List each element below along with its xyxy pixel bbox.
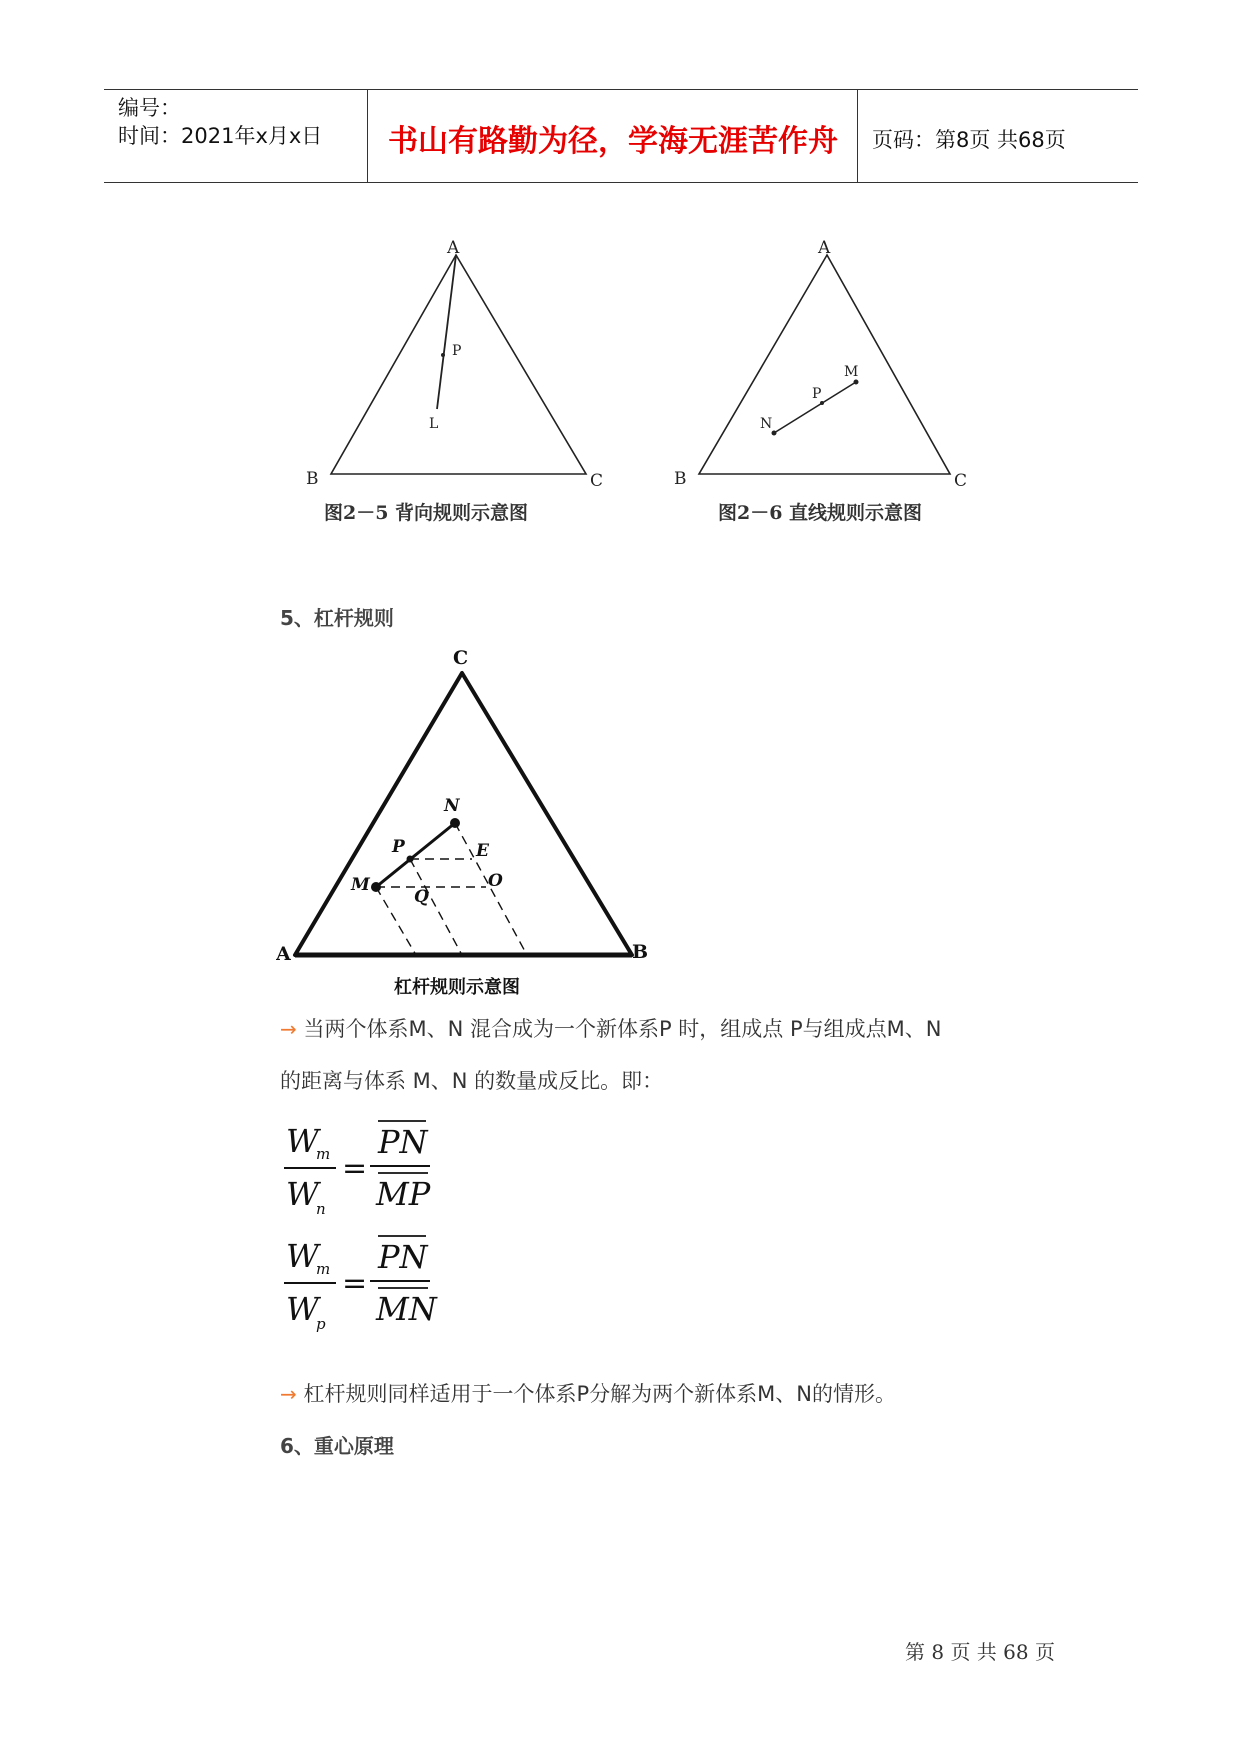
formula-2-rhs-denominator: MN	[376, 1290, 437, 1328]
vertex-c-label: C	[954, 471, 968, 491]
vertex-c-label: C	[590, 471, 604, 491]
dashed-p-base	[410, 859, 462, 955]
figure-2-5	[296, 230, 636, 532]
point-n-label: N	[760, 416, 773, 432]
figure-2-6-caption: 图2－6 直线规则示意图	[718, 502, 923, 524]
formula-1-den-subscript: n	[316, 1200, 326, 1218]
formula-1-den-symbol: W	[286, 1175, 319, 1213]
figure-2-6	[670, 230, 990, 532]
lever-rule-decomposition-paragraph	[280, 1378, 896, 1408]
lever-rule-paragraph-line2: 的距离与体系 M、N 的数量成反比。即：	[280, 1069, 664, 1093]
vertex-a-label: A	[447, 238, 460, 258]
arrow-bullet-icon: →	[280, 1382, 297, 1406]
header-bottom-rule	[104, 182, 1138, 183]
point-p-dot	[407, 856, 414, 863]
triangle-abc	[699, 255, 950, 474]
point-m-dot	[854, 380, 859, 385]
formula-2-rhs-numerator: PN	[378, 1238, 428, 1276]
section-6-heading: 6、重心原理	[280, 1434, 394, 1458]
lever-diagram-caption: 杠杆规则示意图	[394, 977, 520, 998]
formula-2-equals: =	[342, 1266, 368, 1301]
point-o-label: O	[488, 871, 503, 891]
point-m-label: M	[351, 875, 370, 895]
point-e-label: E	[476, 841, 489, 861]
line-m-n	[376, 823, 455, 887]
header-top-rule	[104, 89, 1138, 90]
header-motto: 书山有路勤为径，学海无涯苦作舟	[388, 124, 838, 159]
lever-rule-diagram	[276, 640, 656, 1000]
formula-2-num-symbol: W	[286, 1237, 319, 1275]
formula-1	[280, 1115, 460, 1223]
point-n-dot	[450, 818, 460, 828]
header-serial-label: 编号：	[118, 96, 181, 120]
point-p-label: P	[392, 837, 405, 857]
lever-rule-decomposition-text: 杠杆规则同样适用于一个体系P分解为两个新体系M、N的情形。	[303, 1382, 896, 1406]
vertex-a-label: A	[276, 943, 291, 965]
formula-2-den-subscript: p	[316, 1315, 326, 1333]
section-5-heading: 5、杠杆规则	[280, 606, 394, 630]
point-n-dot	[772, 431, 777, 436]
figure-2-5-caption: 图2－5 背向规则示意图	[324, 502, 529, 524]
vertex-b-label: B	[632, 941, 649, 963]
header-time-label: 时间：2021年x月x日	[118, 124, 323, 148]
triangle-abc	[331, 255, 586, 474]
point-q-label: Q	[414, 887, 429, 907]
line-a-l	[437, 255, 456, 409]
page-footer: 第 8 页 共 68 页	[905, 1640, 1055, 1664]
formula-1-num-subscript: m	[316, 1145, 331, 1163]
point-m-dot	[371, 882, 381, 892]
formula-1-num-symbol: W	[286, 1122, 319, 1160]
dashed-m-base	[376, 887, 416, 955]
point-p-dot	[441, 353, 445, 357]
arrow-bullet-icon: →	[280, 1017, 297, 1041]
formula-1-rhs-denominator: MP	[376, 1175, 431, 1213]
formula-2	[280, 1230, 460, 1338]
formula-2-den-symbol: W	[286, 1290, 319, 1328]
point-m-label: M	[844, 364, 859, 380]
formula-1-equals: =	[342, 1151, 368, 1186]
vertex-b-label: B	[674, 469, 687, 489]
lever-rule-paragraph-line1	[280, 1013, 941, 1043]
vertex-b-label: B	[306, 469, 319, 489]
triangle-acb	[295, 673, 632, 955]
point-p-label: P	[452, 343, 462, 359]
vertex-a-label: A	[818, 238, 831, 258]
point-n-label: N	[444, 796, 460, 816]
point-l-label: L	[429, 416, 439, 432]
vertex-c-label: C	[453, 647, 469, 669]
formula-1-rhs-numerator: PN	[378, 1123, 428, 1161]
point-p-label: P	[812, 386, 822, 402]
header-page-label: 页码：第8页 共68页	[872, 128, 1066, 152]
lever-rule-paragraph-line1-text: 当两个体系M、N 混合成为一个新体系P 时，组成点 P与组成点M、N	[303, 1017, 942, 1041]
formula-2-num-subscript: m	[316, 1260, 331, 1278]
